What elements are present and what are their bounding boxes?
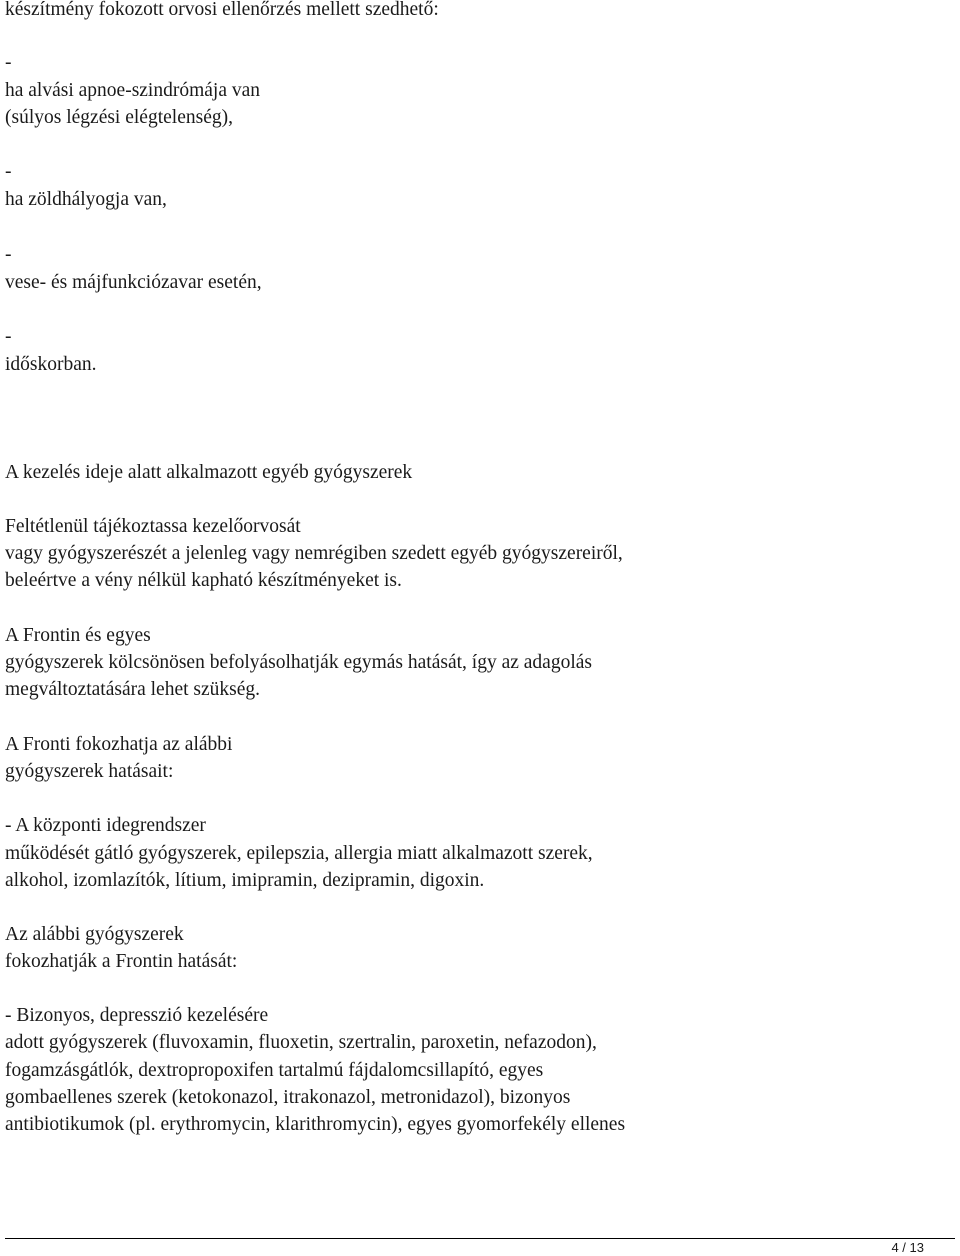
- text-line: A Fronti fokozhatja az alábbi: [5, 734, 233, 755]
- footer-divider: [5, 1238, 955, 1239]
- section-heading: A kezelés ideje alatt alkalmazott egyéb gyógyszerek: [5, 462, 413, 483]
- text-line: megváltoztatására lehet szükség.: [5, 679, 261, 700]
- text-line: Az alábbi gyógyszerek: [5, 924, 184, 945]
- list-dash: -: [5, 161, 12, 182]
- text-line: antibiotikumok (pl. erythromycin, klarithromycin), egyes gyomorfekély ellenes: [5, 1114, 626, 1135]
- list-dash: -: [5, 326, 12, 347]
- text-line: beleértve a vény nélkül kapható készítményeket is.: [5, 570, 402, 591]
- text-line: gyógyszerek hatásait:: [5, 761, 174, 782]
- text-line: ha alvási apnoe-szindrómája van: [5, 80, 261, 101]
- list-dash: -: [5, 244, 12, 265]
- text-line: ha zöldhályogja van,: [5, 189, 167, 210]
- text-line: működését gátló gyógyszerek, epilepszia, allergia miatt alkalmazott szerek,: [5, 843, 593, 864]
- text-line: gombaellenes szerek (ketokonazol, itrakonazol, metronidazol), bizonyos: [5, 1087, 571, 1108]
- text-line: készítmény fokozott orvosi ellenőrzés mellett szedhető:: [5, 0, 439, 20]
- text-line: vagy gyógyszerészét a jelenleg vagy nemrégiben szedett egyéb gyógyszereiről,: [5, 543, 623, 564]
- text-line: - A központi idegrendszer: [5, 815, 206, 836]
- text-line: időskorban.: [5, 354, 97, 375]
- text-line: alkohol, izomlazítók, lítium, imipramin, dezipramin, digoxin.: [5, 870, 485, 891]
- text-line: - Bizonyos, depresszió kezelésére: [5, 1005, 269, 1026]
- text-line: adott gyógyszerek (fluvoxamin, fluoxetin, szertralin, paroxetin, nefazodon),: [5, 1032, 597, 1053]
- text-line: A Frontin és egyes: [5, 625, 151, 646]
- text-line: Feltétlenül tájékoztassa kezelőorvosát: [5, 516, 301, 537]
- page-number: 4 / 13: [891, 1240, 924, 1255]
- text-line: fokozhatják a Frontin hatását:: [5, 951, 238, 972]
- text-line: vese- és májfunkciózavar esetén,: [5, 272, 262, 293]
- text-line: fogamzásgátlók, dextropropoxifen tartalmú fájdalomcsillapító, egyes: [5, 1060, 544, 1081]
- text-line: gyógyszerek kölcsönösen befolyásolhatják egymás hatását, így az adagolás: [5, 652, 592, 673]
- text-line: (súlyos légzési elégtelenség),: [5, 107, 233, 128]
- list-dash: -: [5, 52, 12, 73]
